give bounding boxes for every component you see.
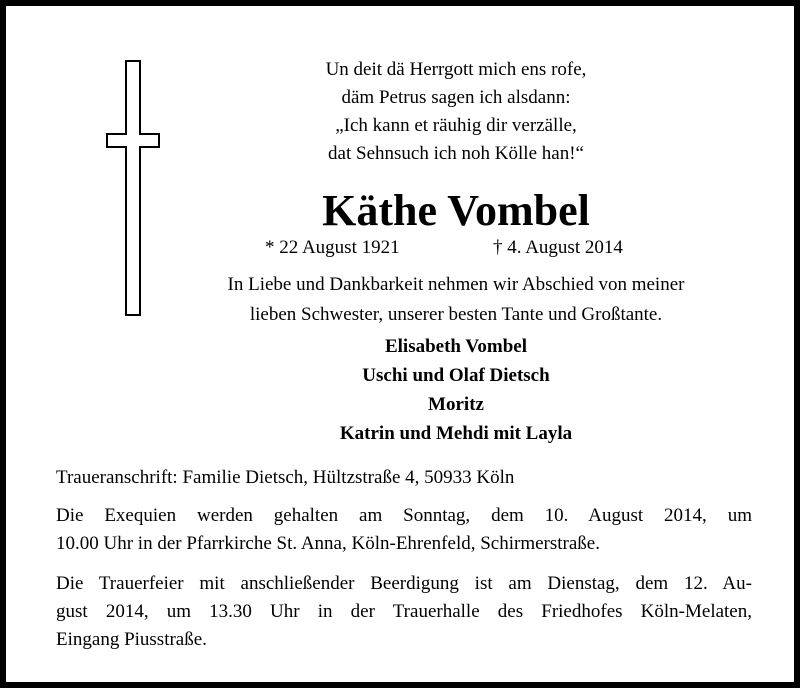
mourning-address bbox=[56, 464, 752, 492]
farewell-message bbox=[156, 270, 756, 330]
death-date: † 4. August 2014 bbox=[493, 237, 623, 258]
poem bbox=[206, 56, 706, 168]
mourner: Moritz bbox=[428, 394, 484, 415]
poem-line: „Ich kann et räuhig dir verzälle, bbox=[335, 115, 577, 136]
poem-line: dat Sehnsuch ich noh Kölle han!“ bbox=[328, 143, 584, 164]
address-line: Traueranschrift: Familie Dietsch, Hültzstraße 4, 50933 Köln bbox=[56, 467, 515, 488]
mourners-list bbox=[206, 332, 706, 448]
exequien-line: Die Exequien werden gehalten am Sonntag, dem 10. August 2014, um bbox=[56, 505, 752, 526]
funeral-line: Die Trauerfeier mit anschließender Beerdigung ist am Dienstag, dem 12. Au- bbox=[56, 573, 752, 594]
message-line: lieben Schwester, unserer besten Tante und Großtante. bbox=[249, 304, 663, 325]
message-line: In Liebe und Dankbarkeit nehmen wir Abschied von meiner bbox=[227, 274, 685, 295]
funeral-info bbox=[56, 570, 752, 654]
mourner: Uschi und Olaf Dietsch bbox=[362, 365, 550, 386]
cross-icon bbox=[106, 60, 160, 316]
birth-date: * 22 August 1921 bbox=[265, 237, 400, 258]
funeral-line: gust 2014, um 13.30 Uhr in der Trauerhalle des Friedhofes Köln-Melaten, bbox=[56, 601, 752, 622]
deceased-name: Käthe Vombel bbox=[322, 186, 590, 235]
mourner: Elisabeth Vombel bbox=[384, 336, 527, 357]
exequien-line: 10.00 Uhr in der Pfarrkirche St. Anna, Köln-Ehrenfeld, Schirmerstraße. bbox=[56, 533, 600, 554]
poem-line: Un deit dä Herrgott mich ens rofe, bbox=[325, 59, 587, 80]
poem-line: däm Petrus sagen ich alsdann: bbox=[341, 87, 571, 108]
mourner: Katrin und Mehdi mit Layla bbox=[339, 423, 573, 444]
funeral-line: Eingang Piusstraße. bbox=[56, 629, 207, 650]
exequien-info bbox=[56, 502, 752, 558]
